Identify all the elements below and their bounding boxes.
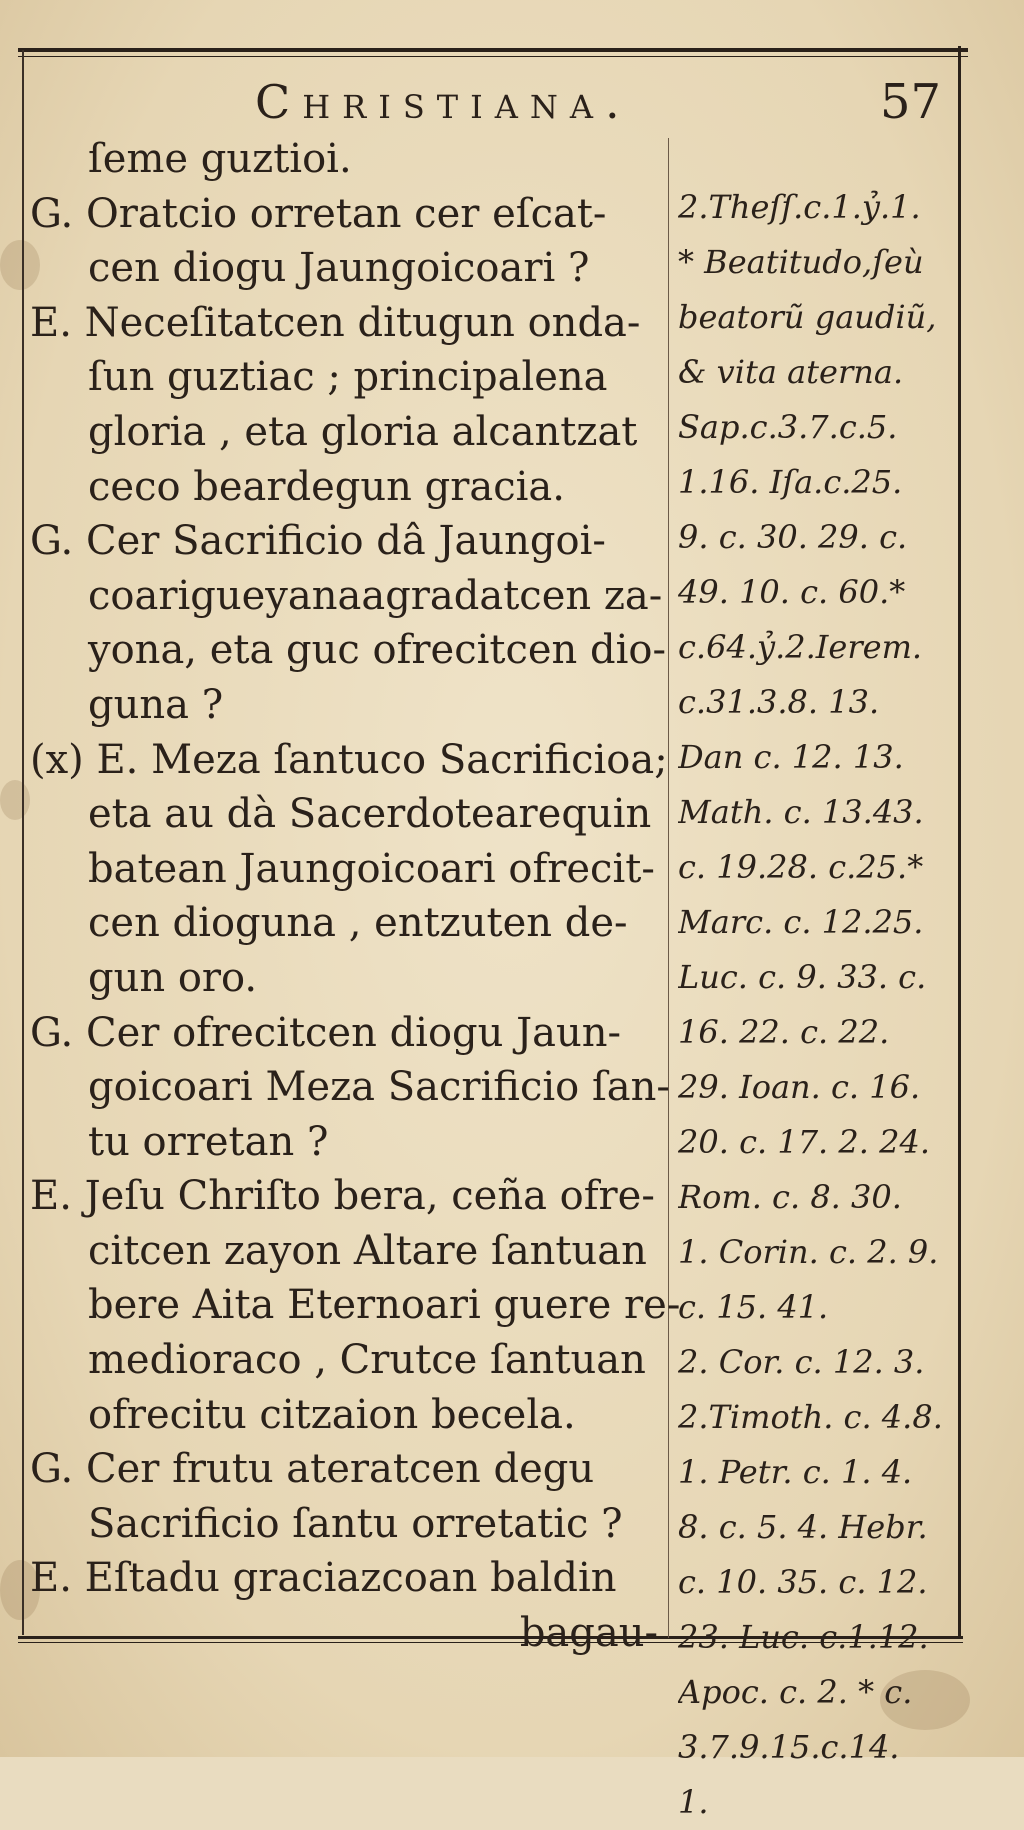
margin-note-line: beatorũ gaudiũ, [678, 298, 937, 336]
margin-note-line: c. 10. 35. c. 12. [678, 1563, 928, 1601]
text-line: G. Cer Sacrificio dâ Jaungoi- [30, 518, 606, 565]
catchword: bagau- [519, 1610, 658, 1657]
margin-note-line: 23. Luc. c.1.12. [678, 1618, 929, 1656]
margin-note-line: Marc. c. 12.25. [678, 903, 924, 941]
text-line: eta au dà Sacerdotearequin [88, 791, 652, 838]
margin-note-line: * Beatitudo,ſeù [678, 243, 924, 281]
margin-note-line: 20. c. 17. 2. 24. [678, 1123, 930, 1161]
margin-note-line: 1. Petr. c. 1. 4. [678, 1453, 913, 1491]
margin-note-line: 2. Cor. c. 12. 3. [678, 1343, 925, 1381]
margin-note-line: 2.Theſſ.c.1.ỷ.1. [678, 188, 921, 226]
text-line: cen diogu Jaungoicoari ? [88, 245, 590, 292]
page-number: 57 [880, 74, 942, 130]
text-line: guna ? [88, 681, 224, 728]
margin-note-line: Dan c. 12. 13. [678, 738, 904, 776]
text-line: ſun guztiac ; principalena [88, 354, 608, 401]
margin-note-line: 8. c. 5. 4. Hebr. [678, 1508, 928, 1546]
margin-note-line: c.64.ỷ.2.Ierem. [678, 628, 923, 666]
text-line: batean Jaungoicoari ofrecit- [88, 845, 655, 892]
margin-note-line: 1. Corin. c. 2. 9. [678, 1233, 939, 1271]
text-line: goicoari Meza Sacrificio ſan- [88, 1064, 670, 1111]
margin-note-line: 49. 10. c. 60.* [678, 573, 906, 611]
text-line: ceco beardegun gracia. [88, 463, 565, 510]
frame-rule-top [18, 48, 968, 52]
text-line: E. Neceſitatcen ditugun onda- [30, 299, 641, 346]
margin-note-line: c. 15. 41. [678, 1288, 829, 1326]
text-line: ofrecitu citzaion becela. [88, 1391, 576, 1438]
margin-note-line: Luc. c. 9. 33. c. [678, 958, 927, 996]
text-line: bere Aita Eternoari guere re- [88, 1282, 681, 1329]
text-line: medioraco , Crutce ſantuan [88, 1337, 646, 1384]
text-line: yona, eta guc ofrecitcen dio- [88, 627, 667, 674]
text-line: tu orretan ? [88, 1118, 329, 1165]
text-line: Sacrificio ſantu orretatic ? [88, 1500, 623, 1547]
margin-note-line: Apoc. c. 2. * c. [678, 1673, 913, 1711]
margin-note-line: 1.16. Iſa.c.25. [678, 463, 903, 501]
margin-note-line: Math. c. 13.43. [678, 793, 924, 831]
text-line: citcen zayon Altare ſantuan [88, 1227, 647, 1274]
text-line: coarigueyanaagradatcen za- [88, 572, 663, 619]
text-line: G. Cer ofrecitcen diogu Jaun- [30, 1009, 622, 1056]
frame-rule-left [22, 50, 24, 1635]
text-line: E. Eſtadu graciazcoan baldin [30, 1555, 617, 1602]
margin-note-line: c. 19.28. c.25.* [678, 848, 924, 886]
margin-note-line: Rom. c. 8. 30. [678, 1178, 902, 1216]
text-line: (x) E. Meza ſantuco Sacrificioa; [30, 736, 668, 783]
margin-notes-column [678, 180, 960, 1830]
text-line: gun oro. [88, 954, 258, 1001]
margin-note-line: 2.Timoth. c. 4.8. [678, 1398, 943, 1436]
frame-rule-top-thin [18, 56, 968, 57]
main-text-column [30, 132, 681, 1661]
margin-note-line: 16. 22. c. 22. [678, 1013, 890, 1051]
text-line: gloria , eta gloria alcantzat [88, 408, 638, 455]
page-header [0, 62, 1024, 142]
text-line: cen dioguna , entzuten de- [88, 900, 628, 947]
margin-note-line: c.31.3.8. 13. [678, 683, 880, 721]
margin-note-line: 3.7.9.15.c.14. [678, 1728, 900, 1766]
margin-note-line: 1. [678, 1783, 709, 1821]
margin-note-line: 9. c. 30. 29. c. [678, 518, 908, 556]
margin-note-line: & vita aterna. [678, 353, 904, 391]
paper-stain [0, 780, 30, 820]
margin-note-line: Sap.c.3.7.c.5. [678, 408, 898, 446]
text-line: G. Cer frutu ateratcen degu [30, 1446, 595, 1493]
text-line: E. Jeſu Chriſto bera, ceña ofre- [30, 1173, 655, 1220]
running-head: Christiana. [255, 75, 632, 129]
text-line: G. Oratcio orretan cer eſcat- [30, 190, 607, 237]
text-line: ſeme guztioi. [88, 136, 352, 182]
margin-note-line: 29. Ioan. c. 16. [678, 1068, 921, 1106]
